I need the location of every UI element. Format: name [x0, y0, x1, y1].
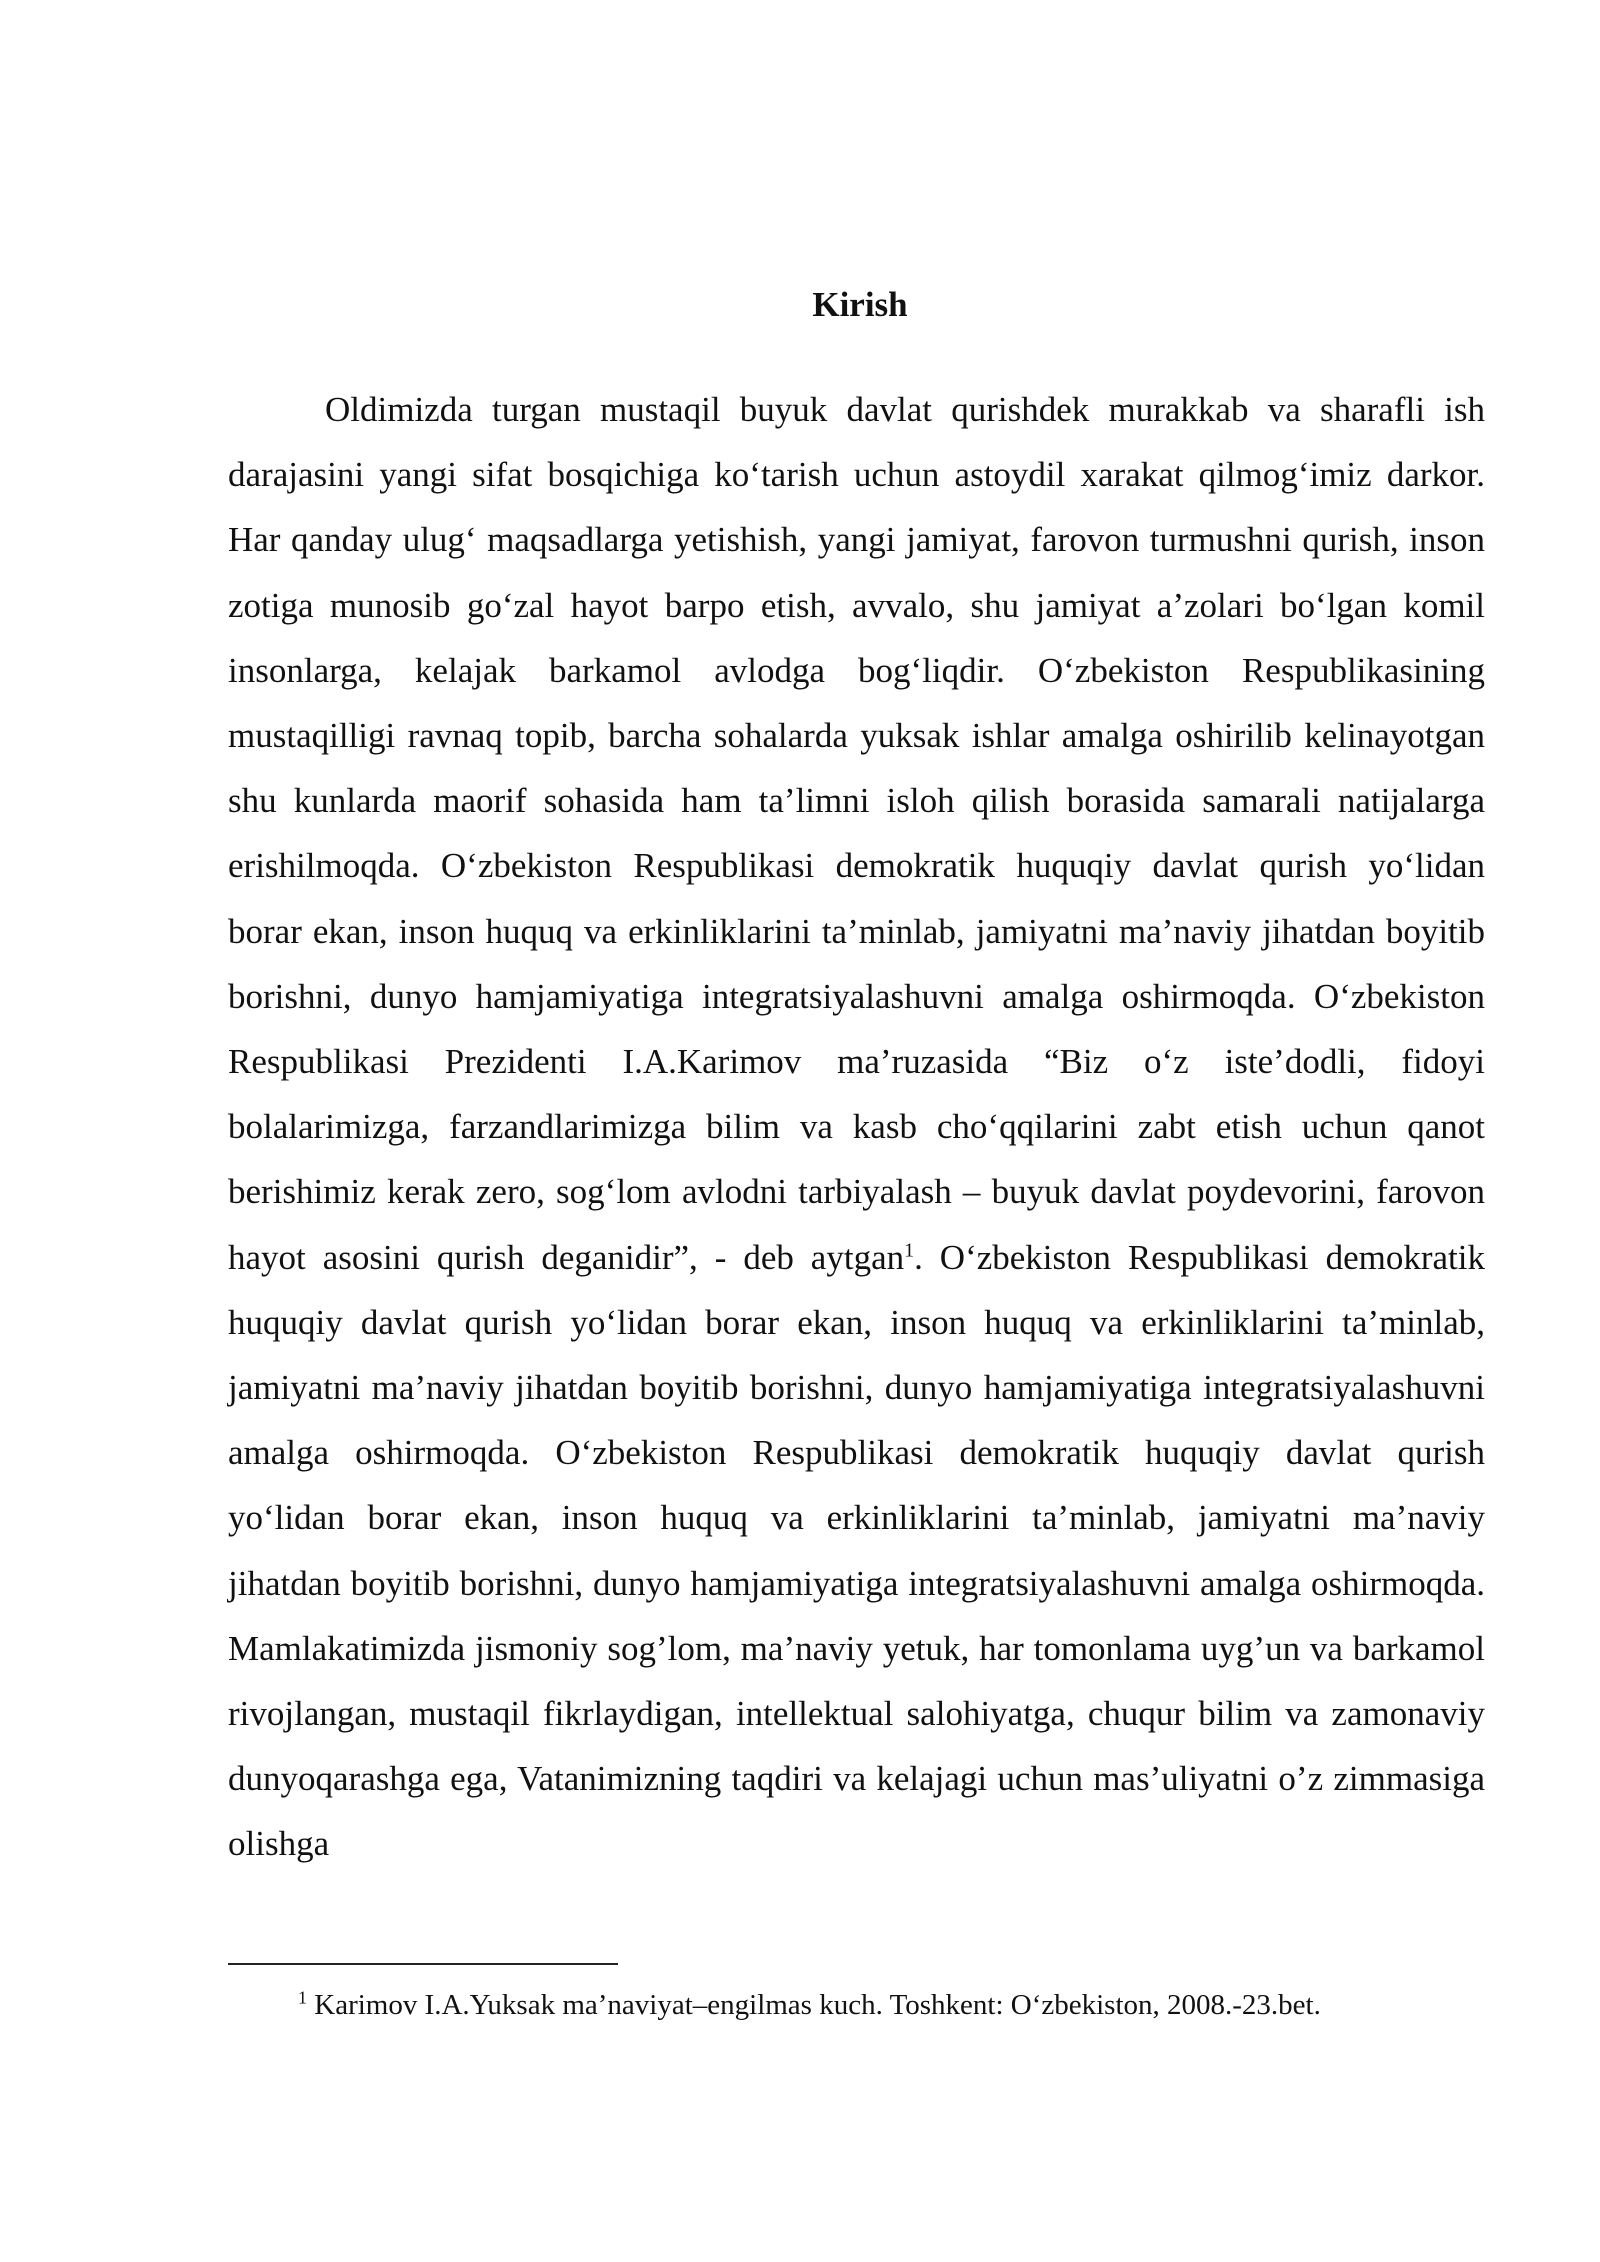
footnote-number: 1	[298, 1987, 307, 2008]
page-title: Kirish	[812, 285, 908, 324]
footnote-separator	[228, 1963, 618, 1965]
footnote-reference: 1	[904, 1238, 915, 1261]
paragraph-text-part-1: Oldimizda turgan mustaqil buyuk davlat qurishdek murakkab va sharafli ish darajasini yangi sifat bosqichiga ko‘tarish uchun astoydil xarakat qilmog‘imiz darkor. Har qanday ulug‘ maqsadlarga yetishish, yangi jamiyat, farovon turmushni qurish, inson zotiga munosib go‘zal hayot barpo etish, avvalo, shu jamiyat a’zolari bo‘lgan komil insonlarga, kelajak barkamol avlodga bog‘liqdir. O‘zbekiston Respublikasining mustaqilligi ravnaq topib, barcha sohalarda yuksak ishlar amalga oshirilib kelinayotgan shu kunlarda maorif sohasida ham ta’limni isloh qilish borasida samarali natijalarga erishilmoqda. O‘zbekiston Respublikasi demokratik huquqiy davlat qurish yo‘lidan borar ekan, inson huquq va erkinliklarini ta’minlab, jamiyatni ma’naviy jihatdan boyitib borishni, dunyo hamjamiyatiga integratsiyalashuvni amalga oshirmoqda. O‘zbekiston Respublikasi Prezidenti I.A.Karimov ma’ruzasida “Biz o‘z iste’dodli, fidoyi bolalarimizga, farzandlarimizga bilim va kasb cho‘qqilarini zabt etish uchun qanot berishimiz kerak zero, sog‘lom avlodni tarbiyalash – buyuk davlat poydevorini, farovon hayot asosini qurish deganidir”, - deb aytgan	[228, 390, 1485, 1277]
paragraph-text-part-2: . O‘zbekiston Respublikasi demokratik huquqiy davlat qurish yo‘lidan borar ekan, inson huquq va erkinliklarini ta’minlab, jamiyatni ma’naviy jihatdan boyitib borishni, dunyo hamjamiyatiga integratsiyalashuvni amalga oshirmoqda. O‘zbekiston Respublikasi demokratik huquqiy davlat qurish yo‘lidan borar ekan, inson huquq va erkinliklarini ta’minlab, jamiyatni ma’naviy jihatdan boyitib borishni, dunyo hamjamiyatiga integratsiyalashuvni amalga oshirmoqda. Mamlakatimizda jismoniy sog’lom, ma’naviy yetuk, har tomonlama uyg’un va barkamol rivojlangan, mustaqil fikrlaydigan, intellektual salohiyatga, chuqur bilim va zamonaviy dunyoqarashga ega, Vatanimizning taqdiri va kelajagi uchun mas’uliyatni o’z zimmasiga olishga	[228, 1237, 1485, 1864]
footnote	[228, 1985, 1485, 2025]
body-paragraph	[228, 377, 1485, 1877]
footnote-text: Karimov I.A.Yuksak ma’naviyat–engilmas kuch. Toshkent: O‘zbekiston, 2008.-23.bet.	[307, 1989, 1321, 2021]
